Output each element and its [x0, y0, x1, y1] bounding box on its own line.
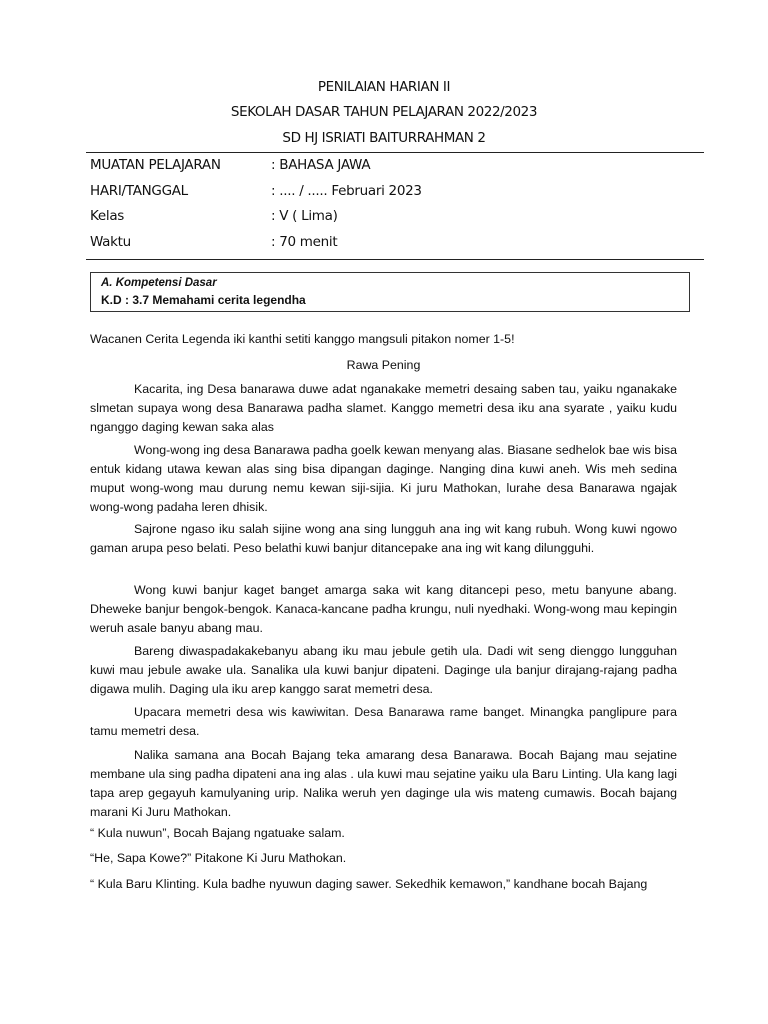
story-paragraph: Wong-wong ing desa Banarawa padha goelk kewan menyang alas. Biasane sedhelok bae wis bisa entuk kidang utawa kewan alas sing bisa dipangan daginge. Nanging dina kuwi aneh. Wis meh sedina muput wong-wong mau durung nemu kewan siji-sijia. Ki juru Mathokan, lurahe desa Banarawa ngajak wong-wong padaha leren dhisik.: [90, 443, 677, 514]
story-paragraph: Nalika samana ana Bocah Bajang teka amarang desa Banarawa. Bocah Bajang mau sejatine membane ula sing padha dipateni ana ing alas . ula kuwi mau sejatine yaiku ula Baru Linting. Ula kang lagi tapa arep gegayuh kamulyaning urip. Nalika weruh yen daginge ula wis mateng cumawis. Bocah bajang marani Ki Juru Mathokan.: [90, 748, 677, 819]
date-value: : .... / ..... Februari 2023: [271, 183, 422, 199]
school-year-heading: SEKOLAH DASAR TAHUN PELAJARAN 2022/2023: [230, 104, 538, 120]
subject-value: : BAHASA JAWA: [271, 157, 371, 173]
class-label: Kelas: [90, 208, 125, 224]
dialogue-line: “ Kula Baru Klinting. Kula badhe nyuwun daging sawer. Sekedhik kemawon,” kandhane bocah Bajang: [90, 877, 648, 891]
dialogue-line: “He, Sapa Kowe?” Pitakone Ki Juru Mathokan.: [90, 851, 347, 865]
story-paragraph: Bareng diwaspadakakebanyu abang iku mau jebule getih ula. Dadi wit seng dienggo lungguhan kuwi mau jebule awake ula. Sanalika ula kuwi banjur dipateni. Daginge ula banjur dirajang-rajang padha digawa mulih. Daging ula iku arep kanggo sarat memetri desa.: [90, 644, 677, 696]
competency-text: K.D : 3.7 Memahami cerita legendha: [101, 293, 306, 307]
competency-title: A. Kompetensi Dasar: [101, 277, 217, 289]
story-paragraph: Wong kuwi banjur kaget banget amarga saka wit kang ditancepi peso, metu banyune abang. Dheweke banjur bengok-bengok. Kanaca-kancane padha krungu, nuli nyedhaki. Wong-wong mau kepingin weruh asale banyu abang mau.: [90, 583, 677, 635]
time-label: Waktu: [90, 234, 131, 250]
story-paragraph: Sajrone ngaso iku salah sijine wong ana sing lungguh ana ing wit kang rubuh. Wong kuwi ngowo gaman arupa peso belati. Peso belathi kuwi banjur ditancepake ana ing wit kang dilungguhi.: [90, 522, 677, 555]
story-title: Rawa Pening: [346, 358, 421, 372]
dialogue-line: “ Kula nuwun”, Bocah Bajang ngatuake salam.: [90, 826, 345, 840]
header-top-rule: [86, 152, 704, 153]
story-paragraph: Upacara memetri desa wis kawiwitan. Desa Banarawa rame banget. Minangka panglipure para tamu memetri desa.: [90, 705, 677, 738]
reading-instruction: Wacanen Cerita Legenda iki kanthi setiti kanggo mangsuli pitakon nomer 1-5!: [90, 332, 515, 346]
exam-title: PENILAIAN HARIAN II: [317, 79, 451, 95]
story-paragraph: Kacarita, ing Desa banarawa duwe adat nganakake memetri desaing saben tau, yaiku nganakake slmetan supaya wong desa Banarawa padha slamet. Kanggo memetri desa iku ana syarate , yaiku kudu nganggo daging kewan saka alas: [90, 382, 677, 434]
date-label: HARI/TANGGAL: [90, 183, 188, 199]
time-value: : 70 menit: [271, 234, 338, 250]
competency-box: [90, 272, 690, 312]
school-name-heading: SD HJ ISRIATI BAITURRAHMAN 2: [282, 130, 486, 146]
subject-label: MUATAN PELAJARAN: [90, 157, 221, 173]
header-bottom-rule: [86, 259, 704, 260]
class-value: : V ( Lima): [271, 208, 338, 224]
